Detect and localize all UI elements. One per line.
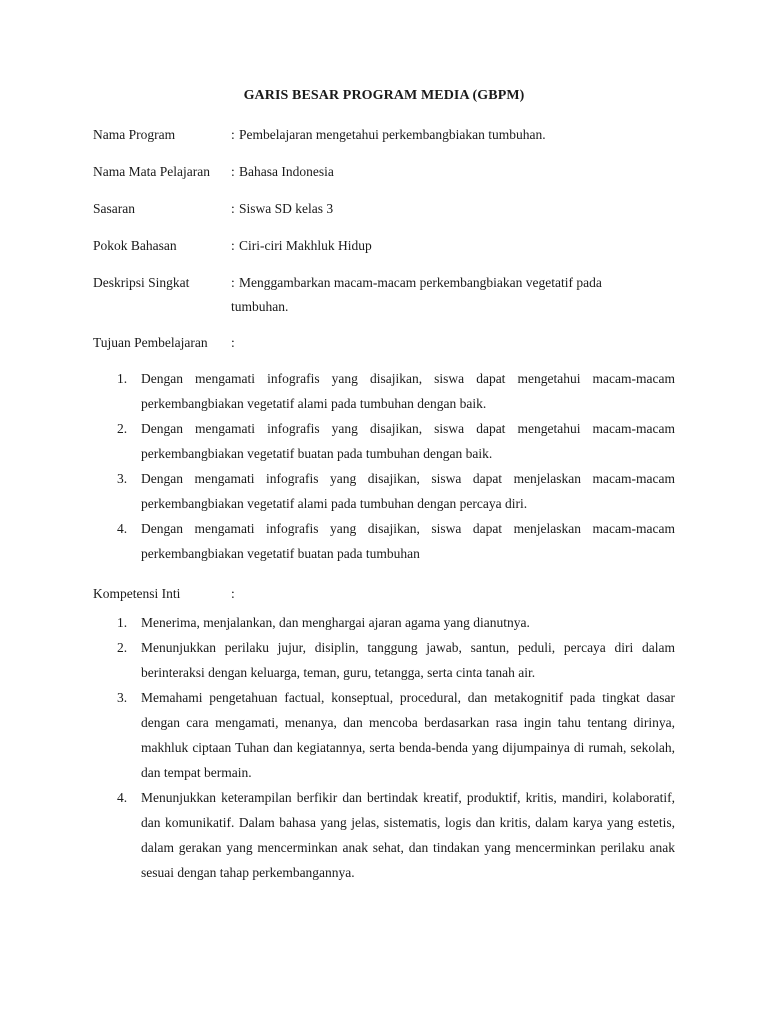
- field-deskripsi-singkat: [93, 271, 675, 295]
- field-value: Siswa SD kelas 3: [239, 201, 334, 216]
- section-label: Tujuan Pembelajaran: [93, 335, 208, 350]
- list-item-number: 1.: [117, 371, 128, 386]
- field-value: Menggambarkan macam-macam perkembangbiakan vegetatif pada: [239, 275, 602, 290]
- section-separator: :: [231, 586, 235, 601]
- list-item-number: 3.: [117, 690, 128, 705]
- list-item-text: Menerima, menjalankan, dan menghargai ajaran agama yang dianutnya.: [141, 615, 530, 630]
- field-value: Bahasa Indonesia: [239, 164, 334, 179]
- section-label: Kompetensi Inti: [93, 586, 181, 601]
- tujuan-list: [117, 366, 675, 566]
- list-item: [117, 366, 675, 416]
- field-value-continuation: tumbuhan.: [231, 299, 289, 314]
- list-item: [117, 785, 675, 885]
- spacer: [93, 566, 675, 582]
- section-tujuan-header: [93, 331, 675, 355]
- list-item-text: Menunjukkan keterampilan berfikir dan bertindak kreatif, produktif, kritis, mandiri, kolaboratif, dan komunikatif. Dalam bahasa yang jelas, sistematis, logis dan kritis, dalam karya yang estetis, dalam gerakan yang mencerminkan anak sehat, dan tindakan yang mencerminkan perilaku anak sesuai dengan tahap perkembangannya.: [141, 790, 675, 880]
- list-item-text: Dengan mengamati infografis yang disajikan, siswa dapat menjelaskan macam-macam perkembangbiakan vegetatif alami pada tumbuhan dengan percaya diri.: [141, 471, 675, 511]
- list-item-number: 2.: [117, 640, 128, 655]
- kompetensi-list: [117, 610, 675, 885]
- list-item-text: Menunjukkan perilaku jujur, disiplin, tanggung jawab, santun, peduli, percaya diri dalam berinteraksi dengan keluarga, teman, guru, tetangga, serta cinta tanah air.: [141, 640, 675, 680]
- field-separator: :: [231, 238, 235, 253]
- list-item-number: 2.: [117, 421, 128, 436]
- field-nama-program: [93, 123, 675, 147]
- list-item-number: 4.: [117, 521, 128, 536]
- field-label: Sasaran: [93, 201, 135, 216]
- list-item-number: 3.: [117, 471, 128, 486]
- field-separator: :: [231, 201, 235, 216]
- field-label: Deskripsi Singkat: [93, 275, 190, 290]
- list-item: [117, 635, 675, 685]
- field-label: Nama Mata Pelajaran: [93, 164, 210, 179]
- list-item-number: 4.: [117, 790, 128, 805]
- list-item-number: 1.: [117, 615, 128, 630]
- field-pokok-bahasan: [93, 234, 675, 258]
- list-item-text: Dengan mengamati infografis yang disajikan, siswa dapat menjelaskan macam-macam perkembangbiakan vegetatif buatan pada tumbuhan: [141, 521, 675, 561]
- list-item: [117, 466, 675, 516]
- field-nama-mata-pelajaran: [93, 160, 675, 184]
- field-separator: :: [231, 164, 235, 179]
- field-separator: :: [231, 127, 235, 142]
- field-separator: :: [231, 275, 235, 290]
- field-value: Ciri-ciri Makhluk Hidup: [239, 238, 372, 253]
- list-item: [117, 516, 675, 566]
- list-item-text: Memahami pengetahuan factual, konseptual, procedural, dan metakognitif pada tingkat dasar dengan cara mengamati, menanya, dan mencoba berdasarkan rasa ingin tahu tentang dirinya, makhluk ciptaan Tuhan dan kegiatannya, serta benda-benda yang dijumpainya di rumah, sekolah, dan tempat bermain.: [141, 690, 675, 780]
- section-separator: :: [231, 335, 235, 350]
- list-item-text: Dengan mengamati infografis yang disajikan, siswa dapat mengetahui macam-macam perkembangbiakan vegetatif buatan pada tumbuhan dengan baik.: [141, 421, 675, 461]
- field-value: Pembelajaran mengetahui perkembangbiakan tumbuhan.: [239, 127, 546, 142]
- list-item-text: Dengan mengamati infografis yang disajikan, siswa dapat mengetahui macam-macam perkembangbiakan vegetatif alami pada tumbuhan dengan baik.: [141, 371, 675, 411]
- field-sasaran: [93, 197, 675, 221]
- section-kompetensi-header: [93, 582, 675, 606]
- list-item: [117, 416, 675, 466]
- field-label: Nama Program: [93, 127, 176, 142]
- list-item: [117, 685, 675, 785]
- list-item: [117, 610, 675, 635]
- document-title: GARIS BESAR PROGRAM MEDIA (GBPM): [243, 88, 525, 103]
- field-label: Pokok Bahasan: [93, 238, 177, 253]
